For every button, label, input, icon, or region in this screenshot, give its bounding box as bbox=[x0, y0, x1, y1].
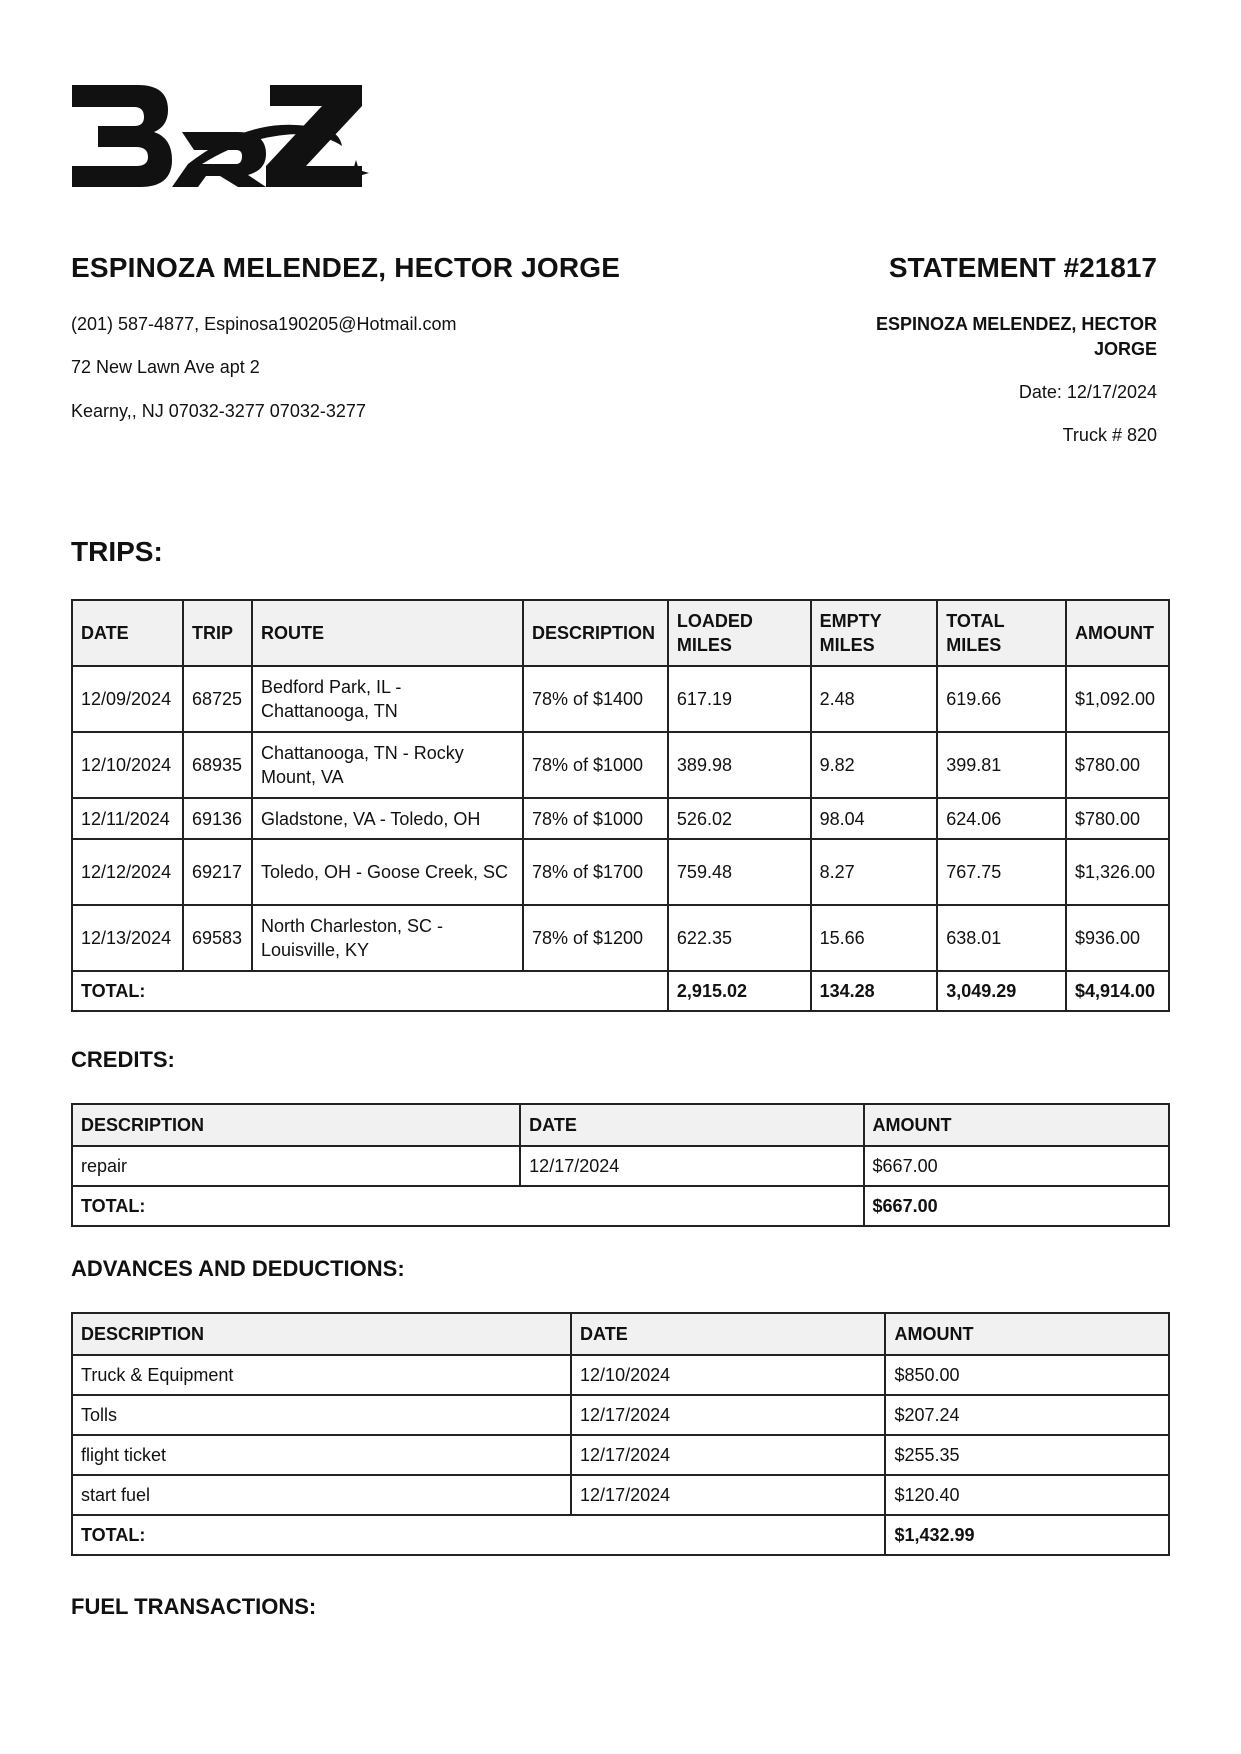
deduction-date: 12/17/2024 bbox=[571, 1395, 885, 1435]
trip-loaded-miles: 617.19 bbox=[668, 666, 811, 732]
trip-date: 12/13/2024 bbox=[72, 905, 183, 971]
trip-route: Toledo, OH - Goose Creek, SC bbox=[252, 839, 523, 905]
statement-number: STATEMENT #21817 bbox=[888, 252, 1157, 283]
trips-table bbox=[71, 599, 1170, 1012]
trip-date: 12/11/2024 bbox=[72, 798, 183, 839]
deductions-table bbox=[71, 1312, 1170, 1556]
trip-total-miles: 399.81 bbox=[937, 732, 1066, 798]
trips-total-amount: $4,914.00 bbox=[1066, 971, 1169, 1011]
trip-loaded-miles: 389.98 bbox=[668, 732, 811, 798]
col-date: DATE bbox=[520, 1104, 863, 1146]
credit-row bbox=[72, 1146, 1169, 1186]
trip-total-miles: 638.01 bbox=[937, 905, 1066, 971]
trip-number: 69136 bbox=[183, 798, 252, 839]
trip-route: Gladstone, VA - Toledo, OH bbox=[252, 798, 523, 839]
trip-description: 78% of $1700 bbox=[523, 839, 668, 905]
deduction-row bbox=[72, 1435, 1169, 1475]
credits-total-amount: $667.00 bbox=[864, 1186, 1169, 1226]
deduction-date: 12/17/2024 bbox=[571, 1435, 885, 1475]
col-date: DATE bbox=[72, 600, 183, 666]
trips-total-label: TOTAL: bbox=[72, 971, 668, 1011]
deductions-heading: ADVANCES AND DEDUCTIONS: bbox=[71, 1256, 405, 1281]
col-empty-miles: EMPTY MILES bbox=[811, 600, 938, 666]
driver-name-heading: ESPINOZA MELENDEZ, HECTOR JORGE bbox=[71, 252, 621, 283]
col-amount: AMOUNT bbox=[864, 1104, 1169, 1146]
trip-row bbox=[72, 905, 1169, 971]
trips-header-row bbox=[72, 600, 1169, 666]
trip-total-miles: 767.75 bbox=[937, 839, 1066, 905]
trip-total-miles: 624.06 bbox=[937, 798, 1066, 839]
deduction-date: 12/17/2024 bbox=[571, 1475, 885, 1515]
brz-logo bbox=[70, 80, 380, 195]
deduction-row bbox=[72, 1395, 1169, 1435]
trip-amount: $1,326.00 bbox=[1066, 839, 1169, 905]
col-description: DESCRIPTION bbox=[523, 600, 668, 666]
trip-date: 12/12/2024 bbox=[72, 839, 183, 905]
col-trip: TRIP bbox=[183, 600, 252, 666]
col-date: DATE bbox=[571, 1313, 885, 1355]
trip-total-miles: 619.66 bbox=[937, 666, 1066, 732]
credits-heading: CREDITS: bbox=[71, 1047, 175, 1072]
trip-row bbox=[72, 666, 1169, 732]
deduction-amount: $850.00 bbox=[885, 1355, 1169, 1395]
trip-route: Chattanooga, TN - Rocky Mount, VA bbox=[252, 732, 523, 798]
trip-amount: $936.00 bbox=[1066, 905, 1169, 971]
credits-total-row bbox=[72, 1186, 1169, 1226]
driver-contact: (201) 587-4877, Espinosa190205@Hotmail.com bbox=[71, 314, 457, 334]
trip-route: Bedford Park, IL - Chattanooga, TN bbox=[252, 666, 523, 732]
trip-description: 78% of $1000 bbox=[523, 732, 668, 798]
credit-description: repair bbox=[72, 1146, 520, 1186]
deductions-total-label: TOTAL: bbox=[72, 1515, 885, 1555]
driver-address-line1: 72 New Lawn Ave apt 2 bbox=[71, 357, 260, 377]
trip-empty-miles: 98.04 bbox=[811, 798, 938, 839]
trip-empty-miles: 8.27 bbox=[811, 839, 938, 905]
trip-loaded-miles: 759.48 bbox=[668, 839, 811, 905]
trips-total-row bbox=[72, 971, 1169, 1011]
trips-total-empty: 134.28 bbox=[811, 971, 938, 1011]
trip-row bbox=[72, 798, 1169, 839]
col-amount: AMOUNT bbox=[885, 1313, 1169, 1355]
fuel-heading: FUEL TRANSACTIONS: bbox=[71, 1594, 317, 1619]
trip-number: 68935 bbox=[183, 732, 252, 798]
deduction-description: Truck & Equipment bbox=[72, 1355, 571, 1395]
trip-number: 68725 bbox=[183, 666, 252, 732]
deductions-header-row bbox=[72, 1313, 1169, 1355]
trip-date: 12/10/2024 bbox=[72, 732, 183, 798]
deduction-description: start fuel bbox=[72, 1475, 571, 1515]
credits-table bbox=[71, 1103, 1170, 1227]
deduction-row bbox=[72, 1355, 1169, 1395]
col-description: DESCRIPTION bbox=[72, 1313, 571, 1355]
credit-date: 12/17/2024 bbox=[520, 1146, 863, 1186]
credits-total-label: TOTAL: bbox=[72, 1186, 864, 1226]
trip-description: 78% of $1000 bbox=[523, 798, 668, 839]
deduction-amount: $207.24 bbox=[885, 1395, 1169, 1435]
trip-number: 69217 bbox=[183, 839, 252, 905]
col-route: ROUTE bbox=[252, 600, 523, 666]
deductions-total-amount: $1,432.99 bbox=[885, 1515, 1169, 1555]
deductions-total-row bbox=[72, 1515, 1169, 1555]
trip-date: 12/09/2024 bbox=[72, 666, 183, 732]
col-total-miles: TOTAL MILES bbox=[937, 600, 1066, 666]
deduction-date: 12/10/2024 bbox=[571, 1355, 885, 1395]
trips-total-loaded: 2,915.02 bbox=[668, 971, 811, 1011]
trip-amount: $780.00 bbox=[1066, 732, 1169, 798]
trips-total-miles: 3,049.29 bbox=[937, 971, 1066, 1011]
deduction-amount: $255.35 bbox=[885, 1435, 1169, 1475]
trip-description: 78% of $1200 bbox=[523, 905, 668, 971]
trip-loaded-miles: 622.35 bbox=[668, 905, 811, 971]
statement-date: Date: 12/17/2024 bbox=[1018, 382, 1157, 402]
deduction-description: Tolls bbox=[72, 1395, 571, 1435]
driver-address-line2: Kearny,, NJ 07032-3277 07032-3277 bbox=[71, 401, 366, 421]
trip-amount: $1,092.00 bbox=[1066, 666, 1169, 732]
trips-heading: TRIPS: bbox=[71, 536, 163, 567]
statement-recipient-name: ESPINOZA MELENDEZ, HECTOR JORGE bbox=[875, 314, 1157, 359]
col-description: DESCRIPTION bbox=[72, 1104, 520, 1146]
trip-empty-miles: 15.66 bbox=[811, 905, 938, 971]
trip-description: 78% of $1400 bbox=[523, 666, 668, 732]
trip-empty-miles: 9.82 bbox=[811, 732, 938, 798]
credits-header-row bbox=[72, 1104, 1169, 1146]
trip-empty-miles: 2.48 bbox=[811, 666, 938, 732]
statement-truck: Truck # 820 bbox=[1062, 425, 1157, 445]
trip-number: 69583 bbox=[183, 905, 252, 971]
deduction-amount: $120.40 bbox=[885, 1475, 1169, 1515]
trip-row bbox=[72, 732, 1169, 798]
credit-amount: $667.00 bbox=[864, 1146, 1169, 1186]
col-loaded-miles: LOADED MILES bbox=[668, 600, 811, 666]
trip-amount: $780.00 bbox=[1066, 798, 1169, 839]
col-amount: AMOUNT bbox=[1066, 600, 1169, 666]
trip-row bbox=[72, 839, 1169, 905]
trip-route: North Charleston, SC - Louisville, KY bbox=[252, 905, 523, 971]
deduction-row bbox=[72, 1475, 1169, 1515]
deduction-description: flight ticket bbox=[72, 1435, 571, 1475]
trip-loaded-miles: 526.02 bbox=[668, 798, 811, 839]
